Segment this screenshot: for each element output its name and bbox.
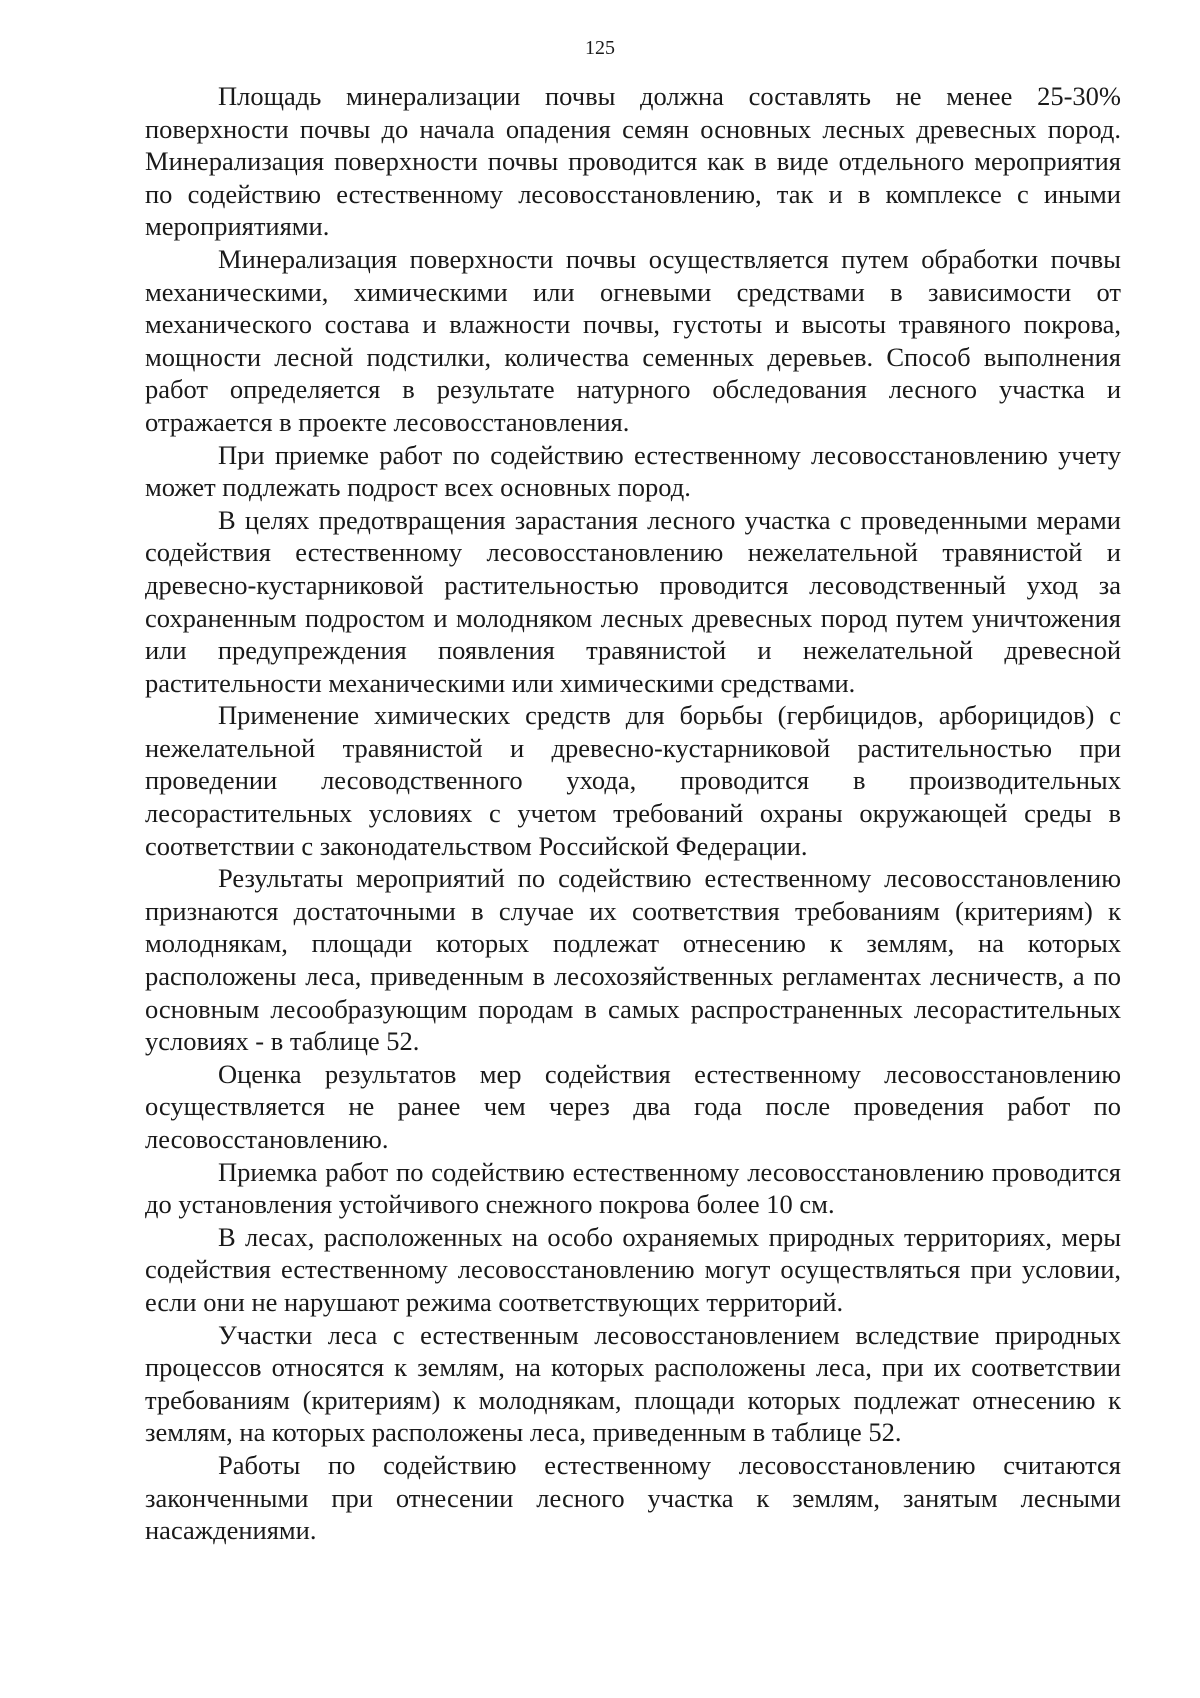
paragraph-acceptance-timing: Приемка работ по содействию естественному лесовосстановлению проводится до установления устойчивого снежного покрова более 10 см. (145, 1156, 1121, 1220)
paragraph-mineralization-area: Площадь минерализации почвы должна составлять не менее 25-30% поверхности почвы до начала опадения семян основных лесных древесных пород. Минерализация поверхности почвы проводится как в виде отдельного мероприятия по содействию естественному лесовосстановлению, так и в комплексе с иными мероприятиями. (145, 81, 1121, 242)
paragraph-results-criteria: Результаты мероприятий по содействию естественному лесовосстановлению признаются достаточными в случае их соответствия требованиям (критериям) к молоднякам, площади которых подлежат отнесению к землям, на которых расположены леса, приведенным в лесохозяйственных регламентах лесничеств, а по основным лесообразующим породам в самых распространенных лесорастительных условиях - в таблице 52. (145, 863, 1121, 1057)
paragraph-chemical-agents: Применение химических средств для борьбы (гербицидов, арборицидов) с нежелательной травянистой и древесно-кустарниковой растительностью при проведении лесоводственного ухода, проводится в производительных лесорастительных условиях с учетом требований охраны окружающей среды в соответствии с законодательством Российской Федерации. (145, 700, 1121, 861)
paragraph-acceptance-undergrowth: При приемке работ по содействию естественному лесовосстановлению учету может подлежать подрост всех основных пород. (145, 439, 1121, 503)
document-body (145, 80, 1121, 1547)
paragraph-natural-regeneration: Участки леса с естественным лесовосстановлением вследствие природных процессов относятся к землям, на которых расположены леса, при их соответствии требованиям (критериям) к молоднякам, площади которых подлежат отнесению к землям, на которых расположены леса, приведенным в таблице 52. (145, 1319, 1121, 1448)
paragraph-protected-areas: В лесах, расположенных на особо охраняемых природных территориях, меры содействия естественному лесовосстановлению могут осуществляться при условии, если они не нарушают режима соответствующих территорий. (145, 1221, 1121, 1317)
paragraph-results-evaluation: Оценка результатов мер содействия естественному лесовосстановлению осуществляется не ранее чем через два года после проведения работ по лесовосстановлению. (145, 1058, 1121, 1154)
paragraph-overgrowth-prevention: В целях предотвращения зарастания лесного участка с проведенными мерами содействия естественному лесовосстановлению нежелательной травянистой и древесно-кустарниковой растительностью проводится лесоводственный уход за сохраненным подростом и молодняком лесных древесных пород путем уничтожения или предупреждения появления травянистой и нежелательной древесной растительности механическими или химическими средствами. (145, 504, 1121, 698)
paragraph-mineralization-methods: Минерализация поверхности почвы осуществляется путем обработки почвы механическими, химическими или огневыми средствами в зависимости от механического состава и влажности почвы, густоты и высоты травяного покрова, мощности лесной подстилки, количества семенных деревьев. Способ выполнения работ определяется в результате натурного обследования лесного участка и отражается в проекте лесовосстановления. (145, 243, 1121, 437)
paragraph-completion: Работы по содействию естественному лесовосстановлению считаются законченными при отнесении лесного участка к землям, занятым лесными насаждениями. (145, 1449, 1121, 1546)
page-number: 125 (585, 37, 615, 59)
